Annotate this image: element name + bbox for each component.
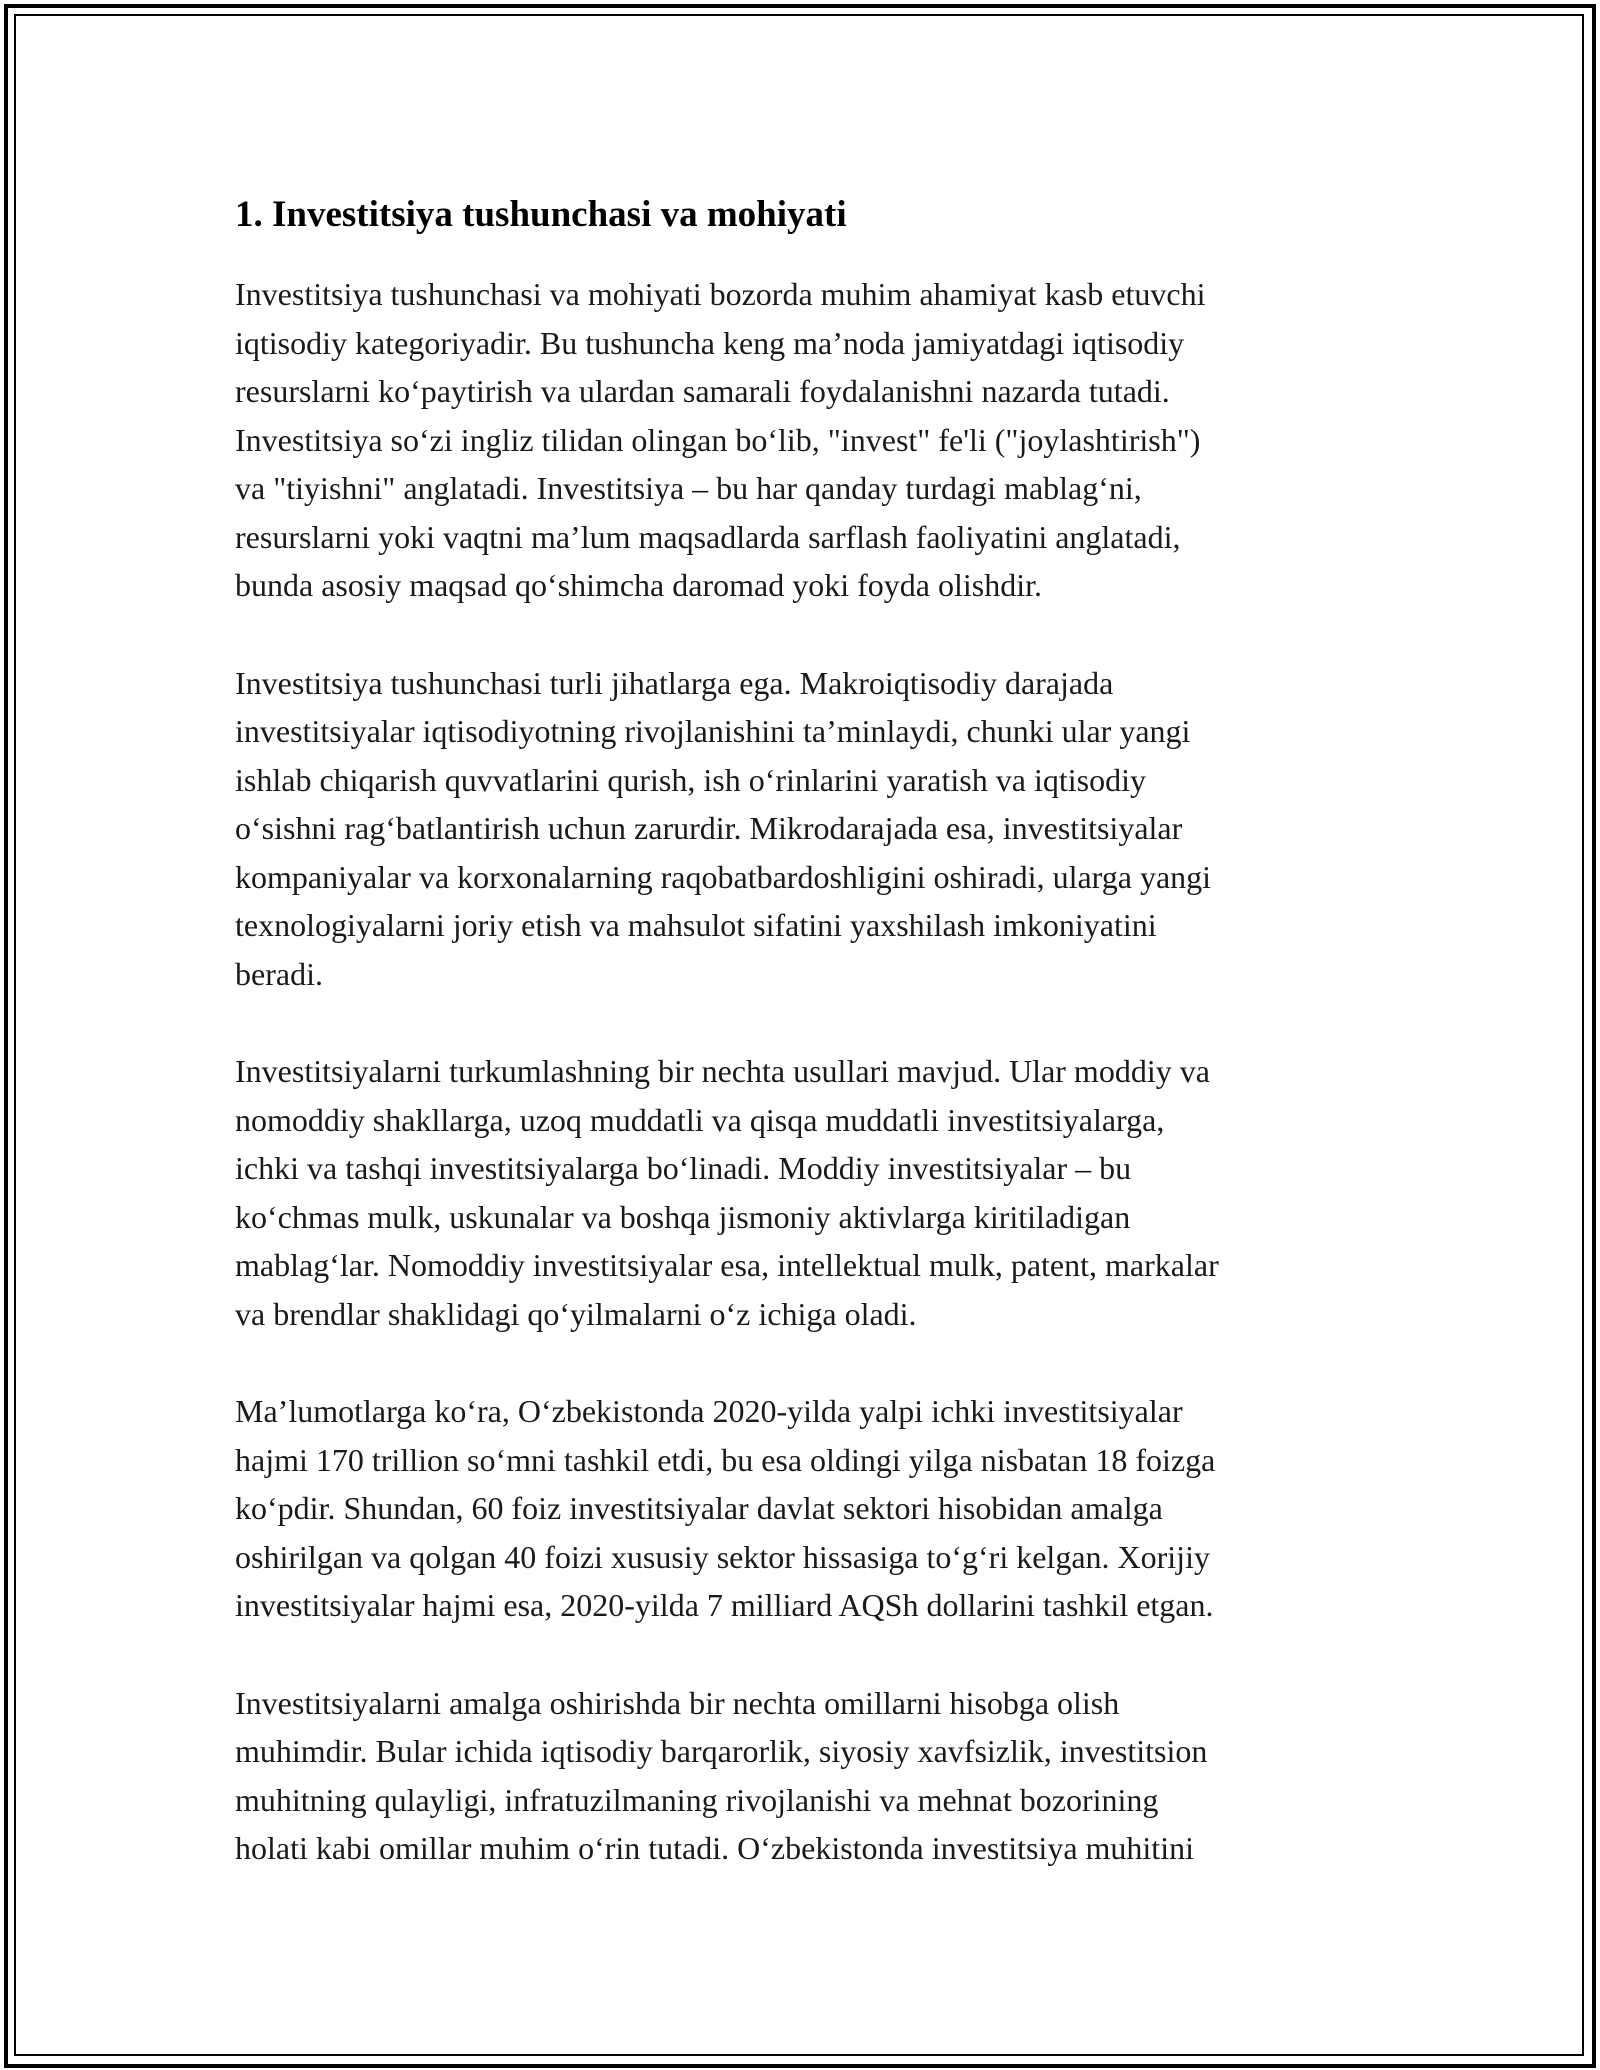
paragraph-3: [235, 1047, 1370, 1338]
paragraph-5: [235, 1679, 1370, 1873]
text-line: resurslarni ko‘paytirish va ulardan samarali foydalanishni nazarda tutadi.: [235, 373, 1170, 409]
text-line: kompaniyalar va korxonalarning raqobatbardoshligini oshiradi, ularga yangi: [235, 858, 1212, 895]
text-line: mablag‘lar. Nomoddiy investitsiyalar esa, intellektual mulk, patent, markalar: [235, 1247, 1219, 1283]
text-line: oshirilgan va qolgan 40 foizi xususiy sektor hissasiga to‘g‘ri kelgan. Xorijiy: [235, 1538, 1210, 1575]
text-line: iqtisodiy kategoriyadir. Bu tushuncha keng ma’noda jamiyatdagi iqtisodiy: [235, 324, 1185, 361]
text-line: hajmi 170 trillion so‘mni tashkil etdi, bu esa oldingi yilga nisbatan 18 foizga: [235, 1441, 1216, 1478]
text-line: va "tiyishni" anglatadi. Investitsiya – bu har qanday turdagi mablag‘ni,: [235, 470, 1142, 506]
text-line: muhimdir. Bular ichida iqtisodiy barqarorlik, siyosiy xavfsizlik, investitsion: [235, 1733, 1208, 1769]
text-line: investitsiyalar iqtisodiyotning rivojlanishini ta’minlaydi, chunki ular yangi: [235, 713, 1191, 749]
paragraph-1: [235, 270, 1370, 610]
section-heading: 1. Investitsiya tushunchasi va mohiyati: [235, 194, 847, 235]
text-line: ishlab chiqarish quvvatlarini qurish, ish o‘rinlarini yaratish va iqtisodiy: [235, 761, 1146, 798]
text-line: holati kabi omillar muhim o‘rin tutadi. O‘zbekistonda investitsiya muhitini: [235, 1830, 1194, 1866]
text-line: bunda asosiy maqsad qo‘shimcha daromad yoki foyda olishdir.: [235, 567, 1042, 603]
text-line: nomoddiy shakllarga, uzoq muddatli va qisqa muddatli investitsiyalarga,: [235, 1101, 1165, 1138]
text-line: Investitsiyalarni turkumlashning bir nechta usullari mavjud. Ular moddiy va: [235, 1053, 1210, 1089]
document-body: [235, 188, 1370, 1922]
text-line: muhitning qulayligi, infratuzilmaning rivojlanishi va mehnat bozorining: [235, 1781, 1159, 1818]
text-line: Ma’lumotlarga ko‘ra, O‘zbekistonda 2020-yilda yalpi ichki investitsiyalar: [235, 1393, 1183, 1429]
text-line: Investitsiyalarni amalga oshirishda bir nechta omillarni hisobga olish: [235, 1684, 1120, 1721]
text-line: Investitsiya tushunchasi va mohiyati bozorda muhim ahamiyat kasb etuvchi: [235, 276, 1206, 312]
text-line: resurslarni yoki vaqtni ma’lum maqsadlarda sarflash faoliyatini anglatadi,: [235, 518, 1181, 555]
text-line: beradi.: [235, 955, 323, 992]
text-line: texnologiyalarni joriy etish va mahsulot sifatini yaxshilash imkoniyatini: [235, 907, 1157, 943]
paragraph-4: [235, 1387, 1370, 1630]
text-line: Investitsiya so‘zi ingliz tilidan olingan bo‘lib, "invest" fe'li ("joylashtirish"): [235, 421, 1201, 458]
text-line: ko‘chmas mulk, uskunalar va boshqa jismoniy aktivlarga kiritiladigan: [235, 1198, 1131, 1235]
text-line: ichki va tashqi investitsiyalarga bo‘linadi. Moddiy investitsiyalar – bu: [235, 1150, 1132, 1186]
text-line: o‘sishni rag‘batlantirish uchun zarurdir. Mikrodarajada esa, investitsiyalar: [235, 810, 1183, 846]
text-line: va brendlar shaklidagi qo‘yilmalarni o‘z ichiga oladi.: [235, 1295, 917, 1332]
text-line: Investitsiya tushunchasi turli jihatlarga ega. Makroiqtisodiy darajada: [235, 664, 1114, 701]
text-line: investitsiyalar hajmi esa, 2020-yilda 7 milliard AQSh dollarini tashkil etgan.: [235, 1587, 1214, 1623]
text-line: ko‘pdir. Shundan, 60 foiz investitsiyalar davlat sektori hisobidan amalga: [235, 1490, 1163, 1526]
paragraph-2: [235, 659, 1370, 999]
